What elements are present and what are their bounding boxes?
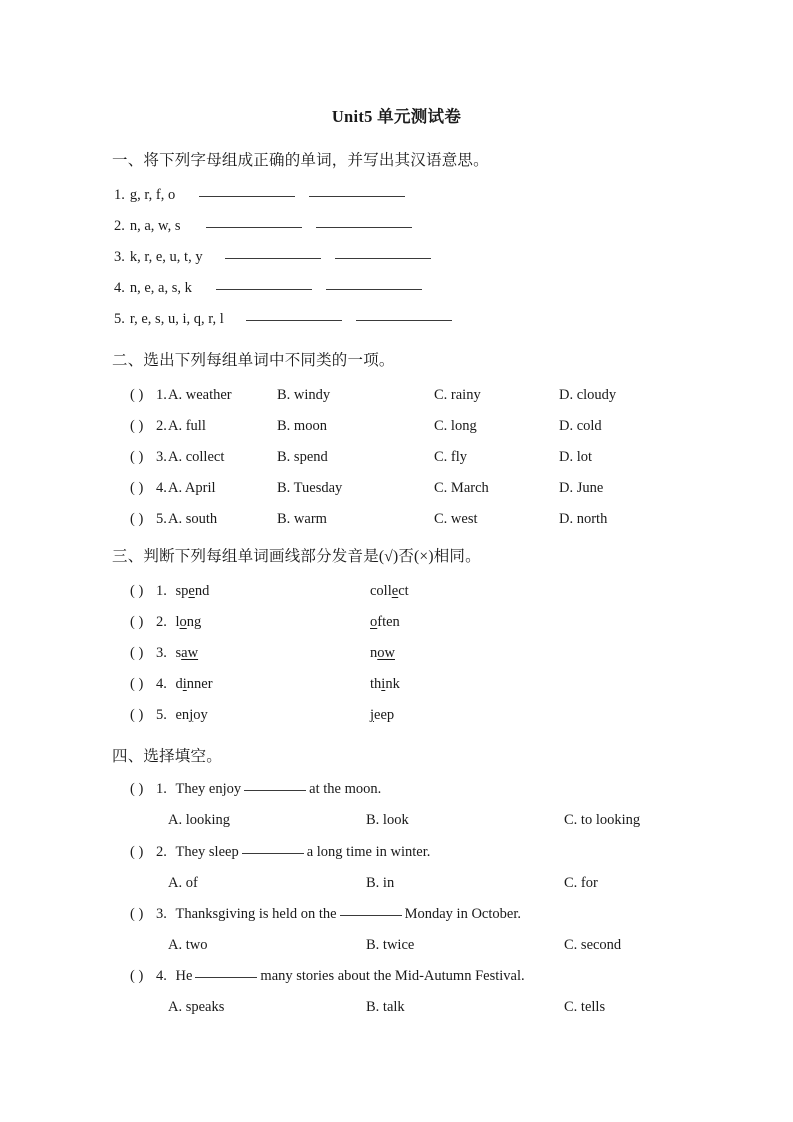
answer-blank-word-4[interactable] xyxy=(216,289,312,290)
option-a-4[interactable]: A. April xyxy=(168,480,216,496)
option-c-5[interactable]: C. west xyxy=(434,511,478,527)
odd-one-out-row-1 xyxy=(130,387,167,404)
fill-number-4: 4. xyxy=(156,968,167,984)
pron-number-1: 1. xyxy=(156,583,167,599)
answer-bracket-2[interactable]: ( ) xyxy=(130,418,144,434)
scramble-letters-1: g, r, f, o xyxy=(129,187,176,203)
pronunciation-row-5 xyxy=(130,707,208,724)
answer-blank-meaning-2[interactable] xyxy=(316,227,412,228)
scramble-letters-3: k, r, e, u, t, y xyxy=(129,249,203,265)
pron-word-second-1: collect xyxy=(370,583,409,599)
fill-text-before-2: They sleep xyxy=(175,844,239,860)
pron-number-2: 2. xyxy=(156,614,167,630)
scramble-number-3: 3. xyxy=(114,249,125,265)
option-c-2[interactable]: C. long xyxy=(434,418,477,434)
fill-blank-2[interactable] xyxy=(242,853,304,854)
answer-blank-meaning-4[interactable] xyxy=(326,289,422,290)
answer-blank-meaning-3[interactable] xyxy=(335,258,431,259)
scramble-item-1 xyxy=(114,187,405,204)
scramble-item-3 xyxy=(114,249,431,266)
option-a-2[interactable]: A. full xyxy=(168,418,206,434)
pron-word-second-4: think xyxy=(370,676,400,692)
odd-one-out-row-3 xyxy=(130,449,167,466)
pron-word-second-3: now xyxy=(370,645,395,661)
option-a-5[interactable]: A. south xyxy=(168,511,218,527)
option-b-4[interactable]: B. Tuesday xyxy=(277,480,343,496)
answer-bracket-3[interactable]: ( ) xyxy=(130,449,144,465)
scramble-item-4 xyxy=(114,280,422,297)
fill-option-b-3[interactable]: B. twice xyxy=(366,937,415,953)
pron-word-first-3: saw xyxy=(175,645,199,661)
fill-blank-1[interactable] xyxy=(244,790,306,791)
option-c-3[interactable]: C. fly xyxy=(434,449,468,465)
pron-word-second-5: jeep xyxy=(370,707,395,723)
scramble-letters-4: n, e, a, s, k xyxy=(129,280,192,296)
scramble-letters-5: r, e, s, u, i, q, r, l xyxy=(129,311,224,327)
pron-number-5: 5. xyxy=(156,707,167,723)
pron-answer-bracket-1[interactable]: ( ) xyxy=(130,583,144,599)
fill-number-2: 2. xyxy=(156,844,167,860)
option-d-2[interactable]: D. cold xyxy=(559,418,602,434)
fill-text-before-4: He xyxy=(175,968,193,984)
answer-bracket-5[interactable]: ( ) xyxy=(130,511,144,527)
fill-question-2 xyxy=(130,844,430,861)
pron-answer-bracket-2[interactable]: ( ) xyxy=(130,614,144,630)
fill-text-after-4: many stories about the Mid-Autumn Festival. xyxy=(260,968,525,984)
fill-blank-4[interactable] xyxy=(195,977,257,978)
fill-answer-bracket-1[interactable]: ( ) xyxy=(130,781,144,797)
scramble-item-2 xyxy=(114,218,412,235)
fill-option-b-1[interactable]: B. look xyxy=(366,812,409,828)
pronunciation-row-2 xyxy=(130,614,201,631)
pronunciation-row-1 xyxy=(130,583,209,600)
answer-blank-word-3[interactable] xyxy=(225,258,321,259)
option-b-1[interactable]: B. windy xyxy=(277,387,331,403)
pron-word-first-1: spend xyxy=(175,583,210,599)
option-d-3[interactable]: D. lot xyxy=(559,449,593,465)
scramble-number-1: 1. xyxy=(114,187,125,203)
fill-text-before-3: Thanksgiving is held on the xyxy=(175,906,337,922)
pron-word-second-2: often xyxy=(370,614,400,630)
fill-blank-3[interactable] xyxy=(340,915,402,916)
answer-blank-word-5[interactable] xyxy=(246,320,342,321)
option-a-1[interactable]: A. weather xyxy=(168,387,232,403)
pron-answer-bracket-5[interactable]: ( ) xyxy=(130,707,144,723)
pronunciation-row-3 xyxy=(130,645,198,662)
scramble-number-5: 5. xyxy=(114,311,125,327)
scramble-number-2: 2. xyxy=(114,218,125,234)
option-d-1[interactable]: D. cloudy xyxy=(559,387,617,403)
fill-question-3 xyxy=(130,906,521,923)
scramble-letters-2: n, a, w, s xyxy=(129,218,181,234)
fill-option-a-1[interactable]: A. looking xyxy=(168,812,231,828)
fill-option-b-4[interactable]: B. talk xyxy=(366,999,405,1015)
fill-number-1: 1. xyxy=(156,781,167,797)
section-four-heading: 四、选择填空。 xyxy=(112,748,222,765)
option-c-4[interactable]: C. March xyxy=(434,480,489,496)
pron-word-first-4: dinner xyxy=(175,676,213,692)
fill-option-b-2[interactable]: B. in xyxy=(366,875,395,891)
question-number-4: 4. xyxy=(156,480,167,496)
pron-number-3: 3. xyxy=(156,645,167,661)
fill-answer-bracket-2[interactable]: ( ) xyxy=(130,844,144,860)
fill-text-after-3: Monday in October. xyxy=(404,906,521,922)
answer-blank-meaning-5[interactable] xyxy=(356,320,452,321)
fill-text-after-2: a long time in winter. xyxy=(306,844,431,860)
fill-option-c-3[interactable]: C. second xyxy=(564,937,622,953)
question-number-2: 2. xyxy=(156,418,167,434)
pron-answer-bracket-3[interactable]: ( ) xyxy=(130,645,144,661)
scramble-item-5 xyxy=(114,311,452,328)
option-c-1[interactable]: C. rainy xyxy=(434,387,481,403)
option-b-5[interactable]: B. warm xyxy=(277,511,327,527)
fill-option-a-4[interactable]: A. speaks xyxy=(168,999,225,1015)
fill-option-a-2[interactable]: A. of xyxy=(168,875,198,891)
answer-bracket-1[interactable]: ( ) xyxy=(130,387,144,403)
pron-word-first-2: long xyxy=(175,614,202,630)
fill-text-before-1: They enjoy xyxy=(175,781,242,797)
odd-one-out-row-5 xyxy=(130,511,167,528)
fill-question-4 xyxy=(130,968,525,985)
odd-one-out-row-4 xyxy=(130,480,167,497)
fill-option-c-1[interactable]: C. to looking xyxy=(564,812,641,828)
odd-one-out-row-2 xyxy=(130,418,167,435)
scramble-number-4: 4. xyxy=(114,280,125,296)
page-title: Unit5 单元测试卷 xyxy=(331,107,462,126)
pronunciation-row-4 xyxy=(130,676,213,693)
fill-option-c-2[interactable]: C. for xyxy=(564,875,598,891)
answer-blank-word-2[interactable] xyxy=(206,227,302,228)
fill-answer-bracket-3[interactable]: ( ) xyxy=(130,906,144,922)
question-number-3: 3. xyxy=(156,449,167,465)
question-number-1: 1. xyxy=(156,387,167,403)
pron-answer-bracket-4[interactable]: ( ) xyxy=(130,676,144,692)
question-number-5: 5. xyxy=(156,511,167,527)
answer-blank-word-1[interactable] xyxy=(199,196,295,197)
fill-question-1 xyxy=(130,781,381,798)
option-b-3[interactable]: B. spend xyxy=(277,449,328,465)
section-two-heading: 二、选出下列每组单词中不同类的一项。 xyxy=(112,352,395,369)
fill-answer-bracket-4[interactable]: ( ) xyxy=(130,968,144,984)
fill-number-3: 3. xyxy=(156,906,167,922)
fill-option-c-4[interactable]: C. tells xyxy=(564,999,606,1015)
option-d-5[interactable]: D. north xyxy=(559,511,608,527)
section-three-heading: 三、判断下列每组单词画线部分发音是(√)否(×)相同。 xyxy=(112,548,481,565)
option-b-2[interactable]: B. moon xyxy=(277,418,327,434)
option-d-4[interactable]: D. June xyxy=(559,480,604,496)
fill-text-after-1: at the moon. xyxy=(309,781,382,797)
pron-word-first-5: enjoy xyxy=(175,707,208,723)
pron-number-4: 4. xyxy=(156,676,167,692)
section-one-heading: 一、将下列字母组成正确的单词，并写出其汉语意思。 xyxy=(112,152,489,169)
fill-option-a-3[interactable]: A. two xyxy=(168,937,208,953)
option-a-3[interactable]: A. collect xyxy=(168,449,225,465)
answer-bracket-4[interactable]: ( ) xyxy=(130,480,144,496)
answer-blank-meaning-1[interactable] xyxy=(309,196,405,197)
